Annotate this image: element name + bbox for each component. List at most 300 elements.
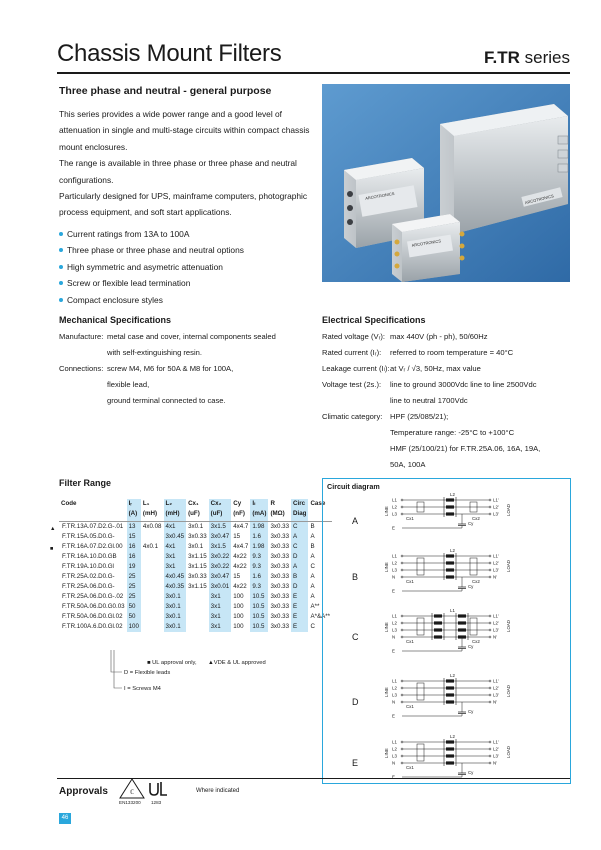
spec-key: Rated voltage (Vᵣ): bbox=[322, 332, 386, 341]
table-cell: 4x0.45 bbox=[165, 573, 185, 580]
table-cell: A bbox=[291, 562, 308, 572]
output-terminal-label: L1' bbox=[493, 497, 499, 503]
spec-value: line to neutral 1700Vdc bbox=[390, 396, 468, 405]
photo-label: ARCOTRONICS bbox=[524, 193, 555, 206]
filter-range-heading: Filter Range bbox=[59, 478, 112, 488]
header-rule bbox=[57, 72, 570, 74]
table-cell: A bbox=[291, 532, 308, 542]
table-cell: 3x0.45 bbox=[165, 533, 185, 540]
cx1-capacitor bbox=[417, 558, 424, 575]
terminal-out bbox=[489, 741, 491, 743]
input-terminal-label: L1 bbox=[392, 553, 397, 559]
approvals-heading: Approvals bbox=[59, 786, 108, 797]
vde-mark-icon bbox=[119, 778, 145, 802]
table-cell: 16 bbox=[127, 542, 141, 552]
terminal-out bbox=[489, 615, 491, 617]
choke-winding bbox=[458, 614, 466, 617]
column-unit: (A) bbox=[127, 509, 141, 522]
table-cell: 3x0.1 bbox=[164, 622, 187, 632]
table-cell bbox=[141, 622, 164, 632]
table-cell: A bbox=[310, 593, 315, 600]
terminal-in bbox=[401, 701, 403, 703]
column-header: Cx₁ bbox=[188, 500, 199, 507]
terminal-out bbox=[489, 576, 491, 578]
input-terminal-label: N bbox=[392, 574, 396, 580]
intro-line: attenuation in single and multi-stage circuits within compact chassis bbox=[59, 125, 310, 136]
cx2-label: Cx2 bbox=[472, 516, 480, 521]
page-title: Chassis Mount Filters bbox=[57, 40, 282, 67]
table-cell: 16 bbox=[127, 552, 141, 562]
intro-line: mount enclosures. bbox=[59, 141, 128, 152]
table-row bbox=[59, 552, 332, 562]
filter-code-cell: F.TR.50A.06.D0.Gl.02 bbox=[62, 613, 123, 620]
column-header: Circ bbox=[291, 499, 308, 509]
table-cell: 4x22 bbox=[233, 583, 247, 590]
table-cell: 50 bbox=[127, 612, 141, 622]
choke-winding bbox=[446, 568, 454, 571]
cy-label: Cy bbox=[468, 770, 474, 775]
terminal-out bbox=[489, 499, 491, 501]
cy-label: Cy bbox=[468, 709, 474, 714]
feature-item: High symmetric and asymetric attenuation bbox=[59, 259, 317, 275]
cy-label: Cy bbox=[468, 584, 474, 589]
output-terminal-label: N' bbox=[493, 634, 498, 640]
table-cell: 3x0.01 bbox=[210, 583, 230, 590]
terminal-in bbox=[401, 748, 403, 750]
spec-value: screw M4, M6 for 50A & M8 for 100A, bbox=[107, 364, 234, 373]
output-terminal-label: N' bbox=[493, 699, 498, 705]
column-header: Iₗ bbox=[250, 499, 268, 509]
input-terminal-label: N bbox=[392, 699, 396, 705]
terminal-out bbox=[489, 687, 491, 689]
cx1-label: Cx1 bbox=[406, 704, 414, 709]
table-cell: 3x0.1 bbox=[164, 592, 187, 602]
column-unit: Diag bbox=[291, 509, 308, 522]
output-terminal-label: L2' bbox=[493, 560, 499, 566]
input-terminal-label: L3 bbox=[392, 511, 397, 517]
table-cell: 100 bbox=[233, 613, 244, 620]
filter-code-cell: F.TR.100A.6.D0.Gl.02 bbox=[62, 623, 123, 630]
terminal-out bbox=[489, 506, 491, 508]
output-terminal-label: L2' bbox=[493, 685, 499, 691]
table-cell: 15 bbox=[233, 533, 241, 540]
spec-row bbox=[59, 361, 317, 409]
column-unit: (mH) bbox=[141, 509, 164, 522]
intro-line: This series provides a wide power range and a good level of bbox=[59, 109, 282, 119]
electrical-heading: Electrical Specifications bbox=[322, 315, 426, 325]
input-terminal-label: N bbox=[392, 760, 396, 766]
table-cell: 4x22 bbox=[233, 553, 247, 560]
filter-code-cell: F.TR.15A.05.D0.G- bbox=[62, 533, 115, 540]
table-cell: 3x1.15 bbox=[188, 553, 207, 560]
terminal-in bbox=[401, 629, 403, 631]
table-cell: 3x0.33 bbox=[270, 593, 290, 600]
spec-value: metal case and cover, internal components sealed bbox=[107, 332, 276, 341]
circuit-schematics bbox=[322, 478, 571, 784]
column-unit: (MΩ) bbox=[268, 509, 291, 522]
column-unit: (mA) bbox=[250, 509, 268, 522]
terminal-in bbox=[401, 555, 403, 557]
spec-value: with self-extinguishing resin. bbox=[107, 348, 202, 357]
table-cell: A bbox=[310, 583, 315, 590]
table-cell: C bbox=[291, 522, 308, 533]
output-terminal-label: L1' bbox=[493, 613, 499, 619]
column-unit: (nF) bbox=[231, 509, 250, 522]
spec-value: HPF (25/085/21); bbox=[390, 412, 449, 421]
table-cell: 3x0.33 bbox=[270, 603, 290, 610]
choke-winding bbox=[446, 561, 454, 564]
table-cell: 9.3 bbox=[250, 582, 268, 592]
output-terminal-label: N' bbox=[493, 574, 498, 580]
column-header: Case bbox=[310, 500, 326, 507]
terminal-in bbox=[401, 499, 403, 501]
terminal-out bbox=[489, 701, 491, 703]
table-cell: 3x0.33 bbox=[270, 573, 290, 580]
terminal-in bbox=[401, 762, 403, 764]
choke-winding bbox=[434, 635, 442, 638]
terminal-out bbox=[489, 680, 491, 682]
input-terminal-label: L1 bbox=[392, 739, 397, 745]
input-terminal-label: L2 bbox=[392, 685, 397, 691]
table-cell bbox=[141, 552, 164, 562]
spec-value: HMF (25/100/21) for F.TR.25A.06, 16A, 19A, bbox=[390, 444, 541, 453]
terminal-in bbox=[401, 615, 403, 617]
terminal-out bbox=[489, 636, 491, 638]
intro-line: The range is available in three phase or three phase and neutral bbox=[59, 158, 297, 169]
table-cell: 10.5 bbox=[250, 622, 268, 632]
filter-code-cell: F.TR.25A.06.D0.G-.02 bbox=[62, 593, 124, 600]
table-cell: A*&A** bbox=[310, 613, 331, 620]
terminal-in bbox=[401, 513, 403, 515]
mechanical-heading: Mechanical Specifications bbox=[59, 315, 172, 325]
spec-row bbox=[322, 361, 574, 377]
table-cell bbox=[141, 562, 164, 572]
terminal-in bbox=[401, 687, 403, 689]
series-code: F.TR bbox=[484, 48, 520, 67]
series-label bbox=[484, 48, 570, 68]
choke-winding bbox=[446, 679, 454, 682]
page-number: 46 bbox=[59, 813, 71, 824]
intro-line: configurations. bbox=[59, 174, 114, 185]
column-header: R bbox=[270, 500, 275, 507]
table-cell: 100 bbox=[233, 603, 244, 610]
choke-winding bbox=[446, 505, 454, 508]
spec-value: line to ground 3000Vdc line to line 2500Vdc bbox=[390, 380, 537, 389]
table-cell: 3x1.5 bbox=[209, 522, 232, 533]
input-terminal-label: L2 bbox=[392, 746, 397, 752]
terminal-in bbox=[401, 741, 403, 743]
cx1-label: Cx1 bbox=[406, 765, 414, 770]
spec-row bbox=[322, 345, 574, 361]
table-cell: 19 bbox=[127, 562, 141, 572]
cx2-capacitor bbox=[470, 618, 477, 635]
table-row bbox=[59, 532, 332, 542]
table-row bbox=[59, 592, 332, 602]
table-cell: E bbox=[291, 592, 308, 602]
terminal-in bbox=[401, 680, 403, 682]
table-cell: C bbox=[291, 542, 308, 552]
circuit-diagram-heading: Circuit diagram bbox=[327, 482, 380, 491]
table-cell: 3x0.1 bbox=[164, 612, 187, 622]
table-cell: 1.6 bbox=[250, 572, 268, 582]
table-cell: 100 bbox=[233, 623, 244, 630]
table-row bbox=[59, 582, 332, 592]
table-row bbox=[59, 572, 332, 582]
approvals-note: Where indicated bbox=[196, 788, 240, 794]
earth-label: E bbox=[392, 588, 395, 594]
choke-label: L2 bbox=[450, 673, 455, 678]
cy-label: Cy bbox=[468, 521, 474, 526]
table-cell: 25 bbox=[127, 572, 141, 582]
spec-value: referred to room temperature = 40°C bbox=[390, 348, 514, 357]
ul-code: 1283 bbox=[151, 800, 162, 805]
filter-code-cell bbox=[50, 522, 127, 533]
table-cell: 4x1 bbox=[164, 542, 187, 552]
choke-winding bbox=[446, 740, 454, 743]
table-row bbox=[59, 622, 332, 632]
table-cell: 3x0.22 bbox=[210, 553, 230, 560]
choke-winding bbox=[434, 621, 442, 624]
choke-label: L2 bbox=[450, 734, 455, 739]
table-cell: A bbox=[310, 533, 315, 540]
input-terminal-label: L3 bbox=[392, 627, 397, 633]
spec-value: flexible lead, bbox=[107, 380, 150, 389]
legend-bracket bbox=[110, 650, 124, 698]
filter-code-cell: F.TR.25A.06.D0.G- bbox=[62, 583, 115, 590]
table-cell: 4x0.08 bbox=[142, 523, 162, 530]
cx2-label: Cx2 bbox=[472, 579, 480, 584]
table-cell: 3x1 bbox=[209, 622, 232, 632]
choke-winding bbox=[446, 686, 454, 689]
choke-winding bbox=[446, 498, 454, 501]
table-cell: 9.3 bbox=[250, 562, 268, 572]
cx1-label: Cx1 bbox=[406, 516, 414, 521]
cx2-capacitor bbox=[470, 558, 477, 575]
choke-winding bbox=[446, 575, 454, 578]
spec-key: Connections: bbox=[59, 364, 104, 373]
table-cell: 4x22 bbox=[233, 563, 247, 570]
feature-list bbox=[59, 226, 317, 308]
table-cell: 25 bbox=[127, 582, 141, 592]
load-label: LOAD bbox=[506, 620, 511, 632]
filter-code-cell: F.TR.50A.06.D0.G0.03 bbox=[62, 603, 125, 610]
table-cell: D bbox=[291, 552, 308, 562]
spec-value: Temperature range: -25°C to +100°C bbox=[390, 428, 515, 437]
earth-label: E bbox=[392, 774, 395, 780]
choke-winding bbox=[446, 700, 454, 703]
table-cell: C bbox=[310, 623, 315, 630]
spec-key: Rated current (Iᵣ): bbox=[322, 348, 382, 357]
input-terminal-label: L2 bbox=[392, 620, 397, 626]
line-label: LINE bbox=[384, 687, 389, 697]
intro-text bbox=[59, 106, 317, 221]
column-header: Cx₂ bbox=[209, 499, 232, 509]
input-terminal-label: N bbox=[392, 634, 396, 640]
legend-ul: ■ UL approval only, bbox=[147, 660, 197, 666]
table-cell: 3x0.33 bbox=[270, 543, 290, 550]
input-terminal-label: L1 bbox=[392, 678, 397, 684]
table-cell: 15 bbox=[233, 573, 241, 580]
column-header: L₁ bbox=[142, 500, 150, 507]
table-row bbox=[59, 522, 332, 533]
column-unit: (mH) bbox=[164, 509, 187, 522]
product-photo-illustration bbox=[322, 84, 570, 282]
table-cell: 3x0.1 bbox=[164, 602, 187, 612]
table-cell: 9.3 bbox=[250, 552, 268, 562]
table-cell: 3x1 bbox=[164, 562, 187, 572]
table-cell: E bbox=[291, 622, 308, 632]
spec-key: Voltage test (2s.): bbox=[322, 380, 382, 389]
choke-label: L2 bbox=[450, 492, 455, 497]
table-cell: 50 bbox=[127, 602, 141, 612]
table-cell: 4x0.1 bbox=[142, 543, 159, 550]
line-label: LINE bbox=[384, 748, 389, 758]
load-label: LOAD bbox=[506, 504, 511, 516]
terminal-in bbox=[401, 506, 403, 508]
spec-row bbox=[322, 329, 574, 345]
terminal-in bbox=[401, 576, 403, 578]
photo-label: ARCOTRONICS bbox=[411, 238, 442, 248]
table-header-row bbox=[59, 499, 332, 509]
table-cell: B bbox=[291, 572, 308, 582]
feature-item: Screw or flexible lead termination bbox=[59, 275, 317, 291]
product-photo bbox=[322, 84, 570, 282]
table-cell: 3x0.33 bbox=[270, 533, 290, 540]
table-cell: 3x0.33 bbox=[270, 523, 290, 530]
table-cell bbox=[186, 612, 209, 622]
column-header: Iᵣ bbox=[127, 499, 141, 509]
section-subtitle: Three phase and neutral - general purpose bbox=[59, 85, 272, 97]
terminal-in bbox=[401, 562, 403, 564]
filter-code-text: F.TR.16A.07.D2.Gl.00 bbox=[62, 543, 123, 550]
table-cell: 4x1 bbox=[164, 522, 187, 533]
spec-key: Leakage current (Iₗ): bbox=[322, 364, 390, 373]
legend-flexible-leads: D = Flexible leads bbox=[124, 670, 171, 676]
table-cell: A bbox=[310, 553, 315, 560]
spec-value: max 440V (ph - ph), 50/60Hz bbox=[390, 332, 488, 341]
output-terminal-label: L3' bbox=[493, 753, 499, 759]
load-label: LOAD bbox=[506, 746, 511, 758]
table-cell: 3x0.1 bbox=[188, 543, 204, 550]
spec-row bbox=[322, 409, 574, 473]
table-row bbox=[59, 542, 332, 552]
table-cell: 1.98 bbox=[250, 522, 268, 533]
table-cell: 100 bbox=[128, 623, 139, 630]
table-cell bbox=[141, 592, 164, 602]
output-terminal-label: L3' bbox=[493, 511, 499, 517]
cx1-capacitor bbox=[417, 683, 424, 700]
column-header: L₂ bbox=[164, 499, 187, 509]
terminal-out bbox=[489, 755, 491, 757]
table-cell: 10.5 bbox=[250, 602, 268, 612]
column-header: Code bbox=[61, 500, 77, 507]
cx1-label: Cx1 bbox=[406, 579, 414, 584]
output-terminal-label: L1' bbox=[493, 678, 499, 684]
circuit-label-b: B bbox=[352, 572, 359, 582]
column-unit: (uF) bbox=[186, 509, 209, 522]
approval-mark: ▲ bbox=[50, 526, 56, 532]
table-cell: 3x1 bbox=[209, 612, 232, 622]
earth-label: E bbox=[392, 525, 395, 531]
intro-line: Particularly designed for UPS, mainframe computers, photographic bbox=[59, 191, 308, 202]
input-terminal-label: L2 bbox=[392, 560, 397, 566]
table-cell: 3x1.15 bbox=[188, 563, 207, 570]
terminal-in bbox=[401, 636, 403, 638]
filter-range-table bbox=[50, 499, 332, 632]
svg-text:ℂ: ℂ bbox=[129, 789, 135, 796]
choke-winding bbox=[458, 628, 466, 631]
table-cell: 1.98 bbox=[250, 542, 268, 552]
output-terminal-label: L1' bbox=[493, 739, 499, 745]
table-row bbox=[59, 562, 332, 572]
table-cell: 3x0.33 bbox=[270, 583, 290, 590]
table-cell: 3x1 bbox=[209, 592, 232, 602]
approval-mark: ■ bbox=[50, 546, 54, 552]
terminal-out bbox=[489, 748, 491, 750]
spec-value: ground terminal connected to case. bbox=[107, 396, 226, 405]
output-terminal-label: L2' bbox=[493, 746, 499, 752]
earth-label: E bbox=[392, 713, 395, 719]
table-cell: 3x0.47 bbox=[210, 573, 230, 580]
table-cell: 3x1 bbox=[164, 552, 187, 562]
terminal-out bbox=[489, 569, 491, 571]
input-terminal-label: L1 bbox=[392, 613, 397, 619]
vde-code: EN133200 bbox=[119, 800, 141, 805]
table-cell: 3x0.33 bbox=[270, 563, 290, 570]
choke-winding bbox=[458, 621, 466, 624]
table-cell: A** bbox=[310, 603, 320, 610]
choke-winding bbox=[446, 512, 454, 515]
table-cell: 25 bbox=[127, 592, 141, 602]
output-terminal-label: L2' bbox=[493, 504, 499, 510]
table-cell: 3x0.33 bbox=[270, 623, 290, 630]
table-cell: E bbox=[291, 612, 308, 622]
line-label: LINE bbox=[384, 506, 389, 516]
table-cell: 3x0.33 bbox=[270, 613, 290, 620]
table-cell: 1.6 bbox=[250, 532, 268, 542]
input-terminal-label: L3 bbox=[392, 692, 397, 698]
filter-code-cell bbox=[50, 542, 127, 552]
terminal-in bbox=[401, 569, 403, 571]
cy-label: Cy bbox=[468, 644, 474, 649]
terminal-out bbox=[489, 694, 491, 696]
choke-label: L2 bbox=[450, 548, 455, 553]
electrical-specs bbox=[322, 329, 574, 473]
line-label: LINE bbox=[384, 622, 389, 632]
table-cell: 3x0.47 bbox=[210, 533, 230, 540]
feature-item: Current ratings from 13A to 100A bbox=[59, 226, 317, 242]
table-row bbox=[59, 612, 332, 622]
table-cell: B bbox=[310, 543, 315, 550]
photo-label: ARCOTRONICS bbox=[364, 190, 395, 201]
table-cell: 3x0.22 bbox=[210, 563, 230, 570]
table-cell: 4x4.7 bbox=[233, 523, 249, 530]
cx1-capacitor bbox=[417, 744, 424, 761]
choke-winding bbox=[446, 761, 454, 764]
column-header: Cy bbox=[233, 500, 242, 507]
table-cell: C bbox=[310, 563, 315, 570]
line-label: LINE bbox=[384, 562, 389, 572]
table-cell bbox=[186, 622, 209, 632]
table-cell: 3x0.33 bbox=[270, 553, 290, 560]
earth-label: E bbox=[392, 648, 395, 654]
output-terminal-label: L3' bbox=[493, 627, 499, 633]
table-cell: 10.5 bbox=[250, 612, 268, 622]
legend-vde: ▲VDE & UL approved bbox=[208, 660, 266, 666]
input-terminal-label: L1 bbox=[392, 497, 397, 503]
spec-value: 50A, 100A bbox=[390, 460, 426, 469]
circuit-label-e: E bbox=[352, 758, 359, 768]
